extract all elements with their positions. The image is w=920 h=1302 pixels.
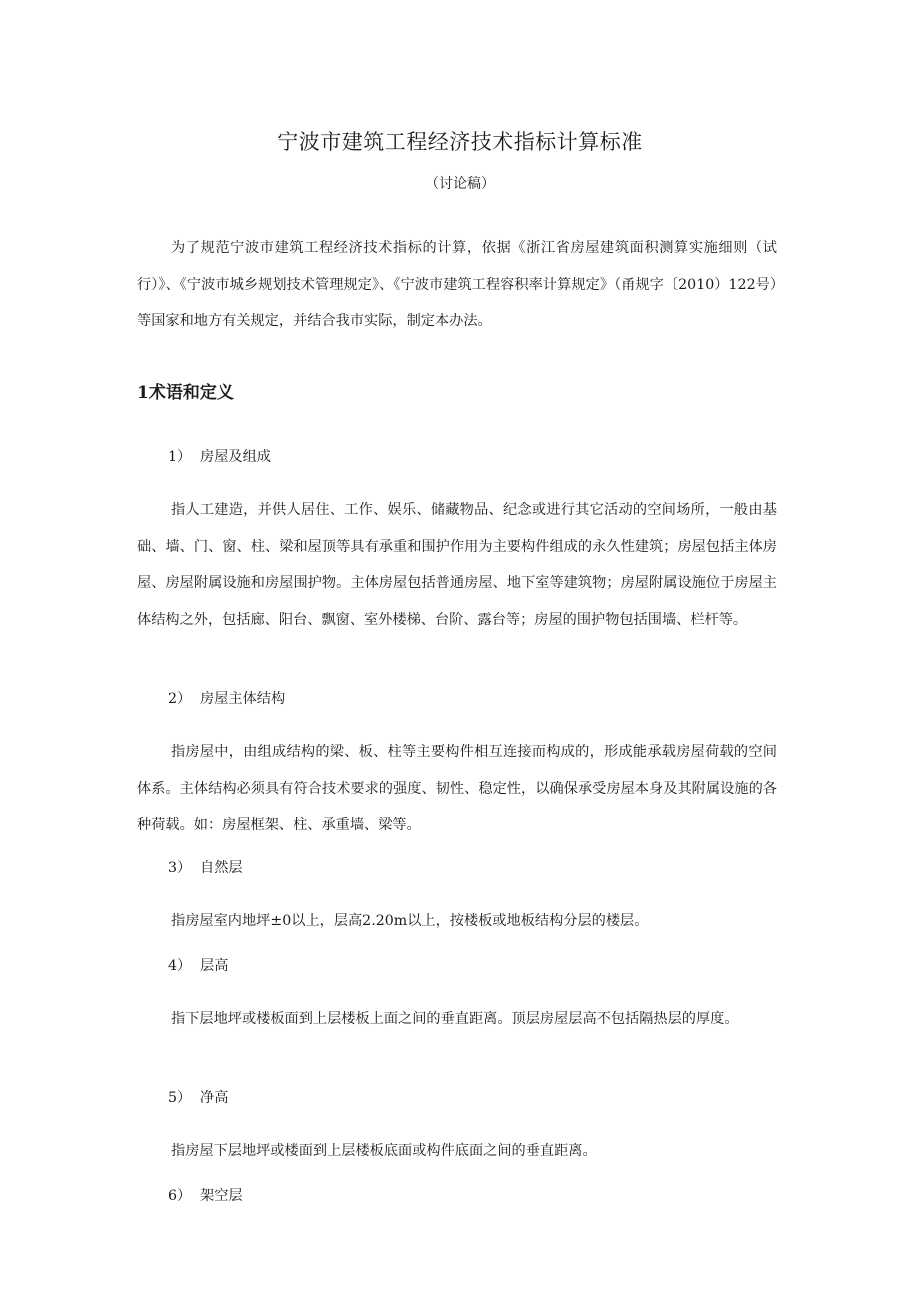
item-number: 6） (168, 1188, 192, 1204)
item-title: 自然层 (200, 860, 243, 876)
item-title: 房屋及组成 (200, 449, 271, 465)
item-heading-3 (168, 857, 243, 877)
item-number: 3） (168, 860, 192, 876)
item-title: 层高 (200, 958, 229, 974)
item-paragraph-4: 指下层地坪或楼板面到上层楼板上面之间的垂直距离。顶层房屋层高不包括隔热层的厚度。 (171, 1011, 739, 1027)
item-paragraph-2: 指房屋中，由组成结构的梁、板、柱等主要构件相互连接而构成的，形成能承载房屋荷载的空间体系。主体结构必须具有符合技术要求的强度、韧性、稳定性，以确保承受房屋本身及其附属设施的各种荷载。如：房屋框架、柱、承重墙、梁等。 (137, 744, 777, 833)
item-number: 5） (168, 1090, 192, 1106)
item-heading-1 (168, 446, 271, 466)
item-heading-4 (168, 955, 228, 975)
intro-paragraph: 为了规范宁波市建筑工程经济技术指标的计算，依据《浙江省房屋建筑面积测算实施细则（试行）》、《宁波市城乡规划技术管理规定》、《宁波市建筑工程容积率计算规定》（甬规字〔2010）122号）等国家和地方有关规定，并结合我市实际，制定本办法。 (137, 240, 777, 329)
item-heading-2 (168, 688, 285, 708)
item-title: 净高 (200, 1090, 229, 1106)
item-number: 2） (168, 691, 192, 707)
item-heading-6 (168, 1185, 243, 1205)
section-heading: 1术语和定义 (137, 383, 234, 403)
item-number: 4） (168, 958, 192, 974)
document-title: 宁波市建筑工程经济技术指标计算标准 (277, 130, 643, 154)
item-title: 房屋主体结构 (200, 691, 286, 707)
item-heading-5 (168, 1087, 228, 1107)
document-subtitle: （讨论稿） (425, 176, 495, 192)
item-paragraph-1: 指人工建造，并供人居住、工作、娱乐、储藏物品、纪念或进行其它活动的空间场所，一般由基础、墙、门、窗、柱、梁和屋顶等具有承重和围护作用为主要构件组成的永久性建筑；房屋包括主体房屋、房屋附属设施和房屋围护物。主体房屋包括普通房屋、地下室等建筑物；房屋附属设施位于房屋主体结构之外，包括廊、阳台、飘窗、室外楼梯、台阶、露台等；房屋的围护物包括围墙、栏杆等。 (137, 502, 777, 628)
item-paragraph-3: 指房屋室内地坪±0以上，层高2.20m以上，按楼板或地板结构分层的楼层。 (171, 913, 649, 929)
item-number: 1） (168, 449, 192, 465)
item-paragraph-5: 指房屋下层地坪或楼面到上层楼板底面或构件底面之间的垂直距离。 (171, 1143, 597, 1159)
item-title: 架空层 (200, 1188, 243, 1204)
